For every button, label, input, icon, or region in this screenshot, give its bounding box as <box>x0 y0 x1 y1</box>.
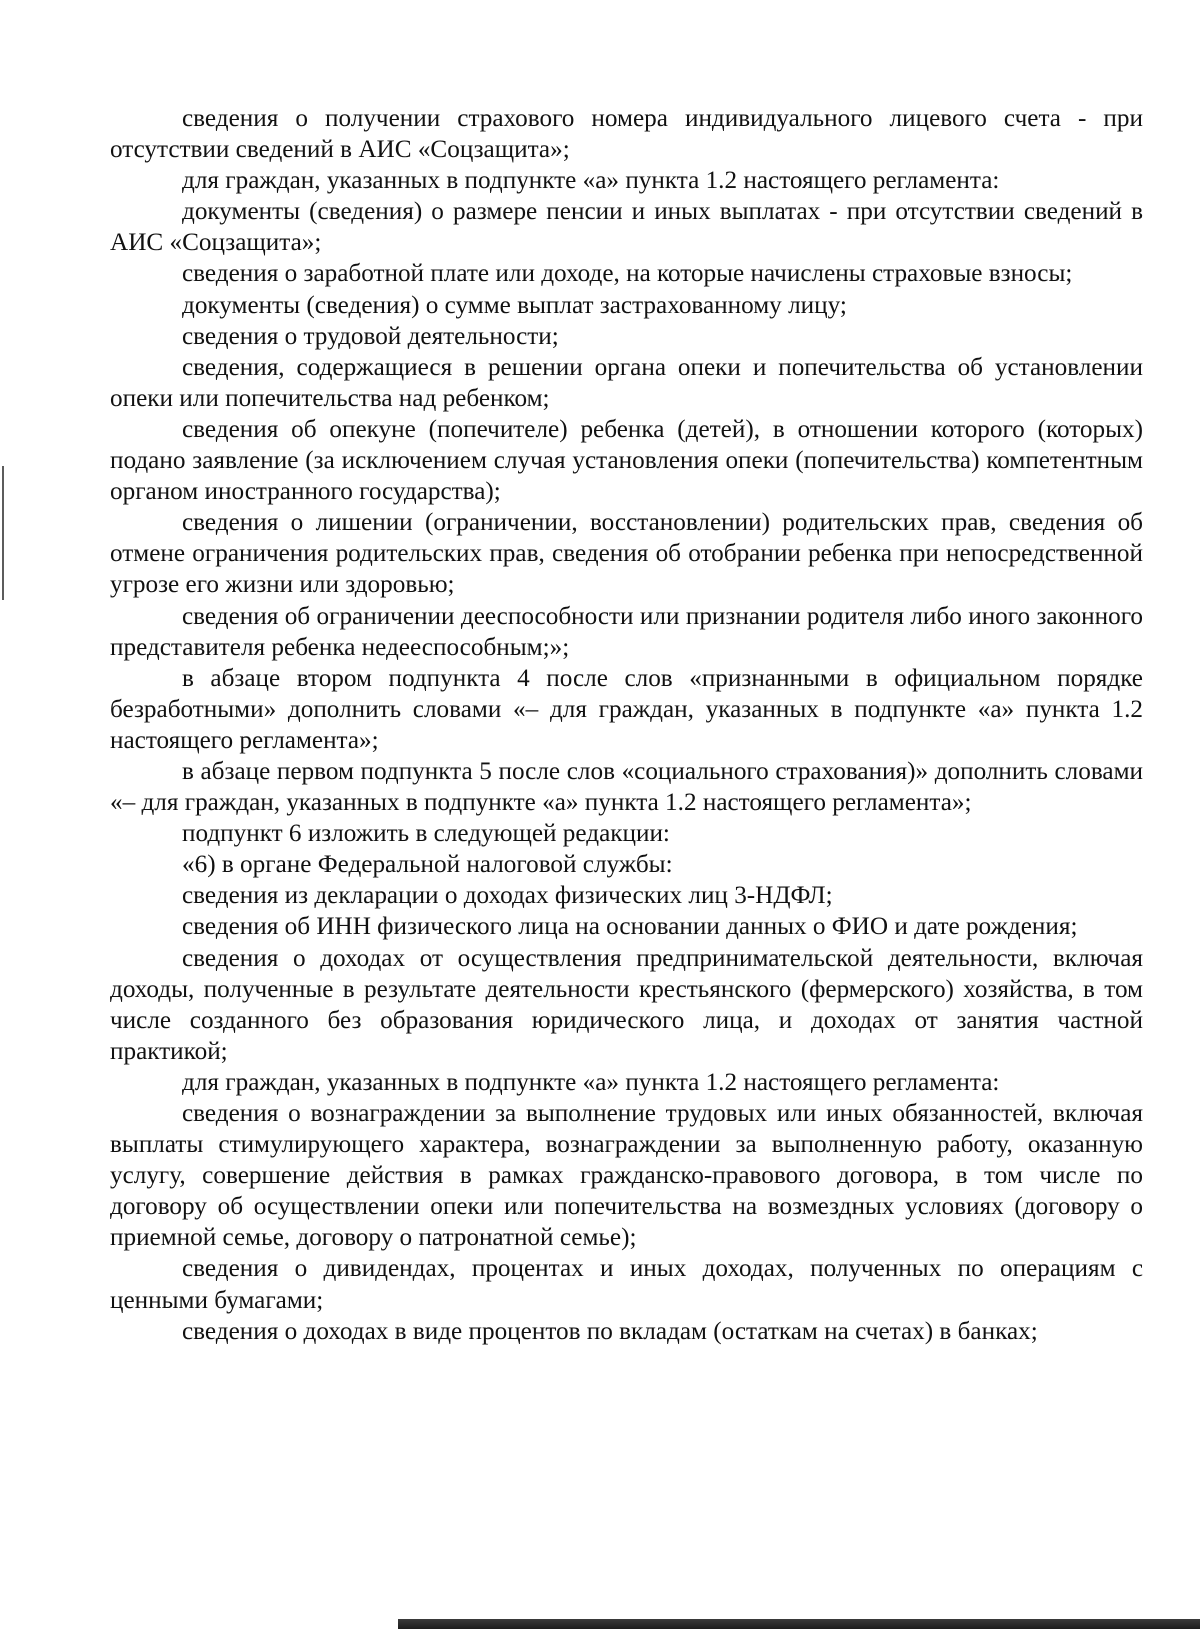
paragraph-9: сведения о лишении (ограничении, восстановлении) родительских прав, сведения об отмене ограничения родительских прав, сведения об отобрании ребенка при непосредственной угрозе его жизни или здоровью; <box>110 509 1143 599</box>
paragraph-12: в абзаце первом подпункта 5 после слов «социального страхования)» дополнить словами «– для граждан, указанных в подпункте «а» пункта 1.2 настоящего регламента»; <box>110 757 1143 817</box>
paragraph-14: «6) в органе Федеральной налоговой службы: <box>182 851 673 879</box>
paragraph-11: в абзаце втором подпункта 4 после слов «признанными в официальном порядке безработными» дополнить словами «– для граждан, указанных в подпункте «а» пункта 1.2 настоящего регламента»; <box>110 664 1143 754</box>
paragraph-4: сведения о заработной плате или доходе, на которые начислены страховые взносы; <box>182 260 1073 288</box>
paragraph-2: для граждан, указанных в подпункте «а» пункта 1.2 настоящего регламента: <box>182 167 1000 195</box>
paragraph-18: для граждан, указанных в подпункте «а» пункта 1.2 настоящего регламента: <box>182 1068 1000 1096</box>
paragraph-21: сведения о доходах в виде процентов по вкладам (остаткам на счетах) в банках; <box>182 1317 1038 1345</box>
paragraph-13: подпункт 6 изложить в следующей редакции: <box>182 820 670 848</box>
paragraph-5: документы (сведения) о сумме выплат застрахованному лицу; <box>182 291 847 319</box>
paragraph-20: сведения о дивидендах, процентах и иных доходах, полученных по операциям с ценными бумагами; <box>110 1255 1143 1314</box>
paragraph-17: сведения о доходах от осуществления предпринимательской деятельности, включая доходы, полученные в результате деятельности крестьянского (фермерского) хозяйства, в том числе созданного без образования юридического лица, и доходах от занятия частной практикой; <box>110 944 1143 1065</box>
paragraph-1: сведения о получении страхового номера индивидуального лицевого счета - при отсутствии сведений в АИС «Соцзащита»; <box>110 105 1143 164</box>
paragraph-10: сведения об ограничении дееспособности или признании родителя либо иного законного представителя ребенка недееспособным;»; <box>110 602 1143 661</box>
paragraph-16: сведения об ИНН физического лица на основании данных о ФИО и дате рождения; <box>182 913 1078 941</box>
paragraph-19: сведения о вознаграждении за выполнение трудовых или иных обязанностей, включая выплаты стимулирующего характера, вознаграждении за выполненную работу, оказанную услугу, совершение действия в рамках гражданско-правового договора, в том числе по договору об осуществлении опеки или попечительства на возмездных условиях (договору о приемной семье, договору о патронатной семье); <box>110 1100 1143 1252</box>
document-body <box>110 103 1143 1347</box>
scan-edge-mark <box>2 466 4 600</box>
scan-bottom-edge <box>398 1615 1200 1629</box>
paragraph-15: сведения из декларации о доходах физических лиц 3-НДФЛ; <box>182 882 833 910</box>
paragraph-8: сведения об опекуне (попечителе) ребенка (детей), в отношении которого (которых) подано заявление (за исключением случая установления опеки (попечительства) компетентным органом иностранного государства); <box>110 415 1143 506</box>
paragraph-3: документы (сведения) о размере пенсии и иных выплатах - при отсутствии сведений в АИС «Соцзащита»; <box>110 198 1143 257</box>
paragraph-7: сведения, содержащиеся в решении органа опеки и попечительства об установлении опеки или попечительства над ребенком; <box>110 353 1143 412</box>
paragraph-6: сведения о трудовой деятельности; <box>182 322 559 350</box>
